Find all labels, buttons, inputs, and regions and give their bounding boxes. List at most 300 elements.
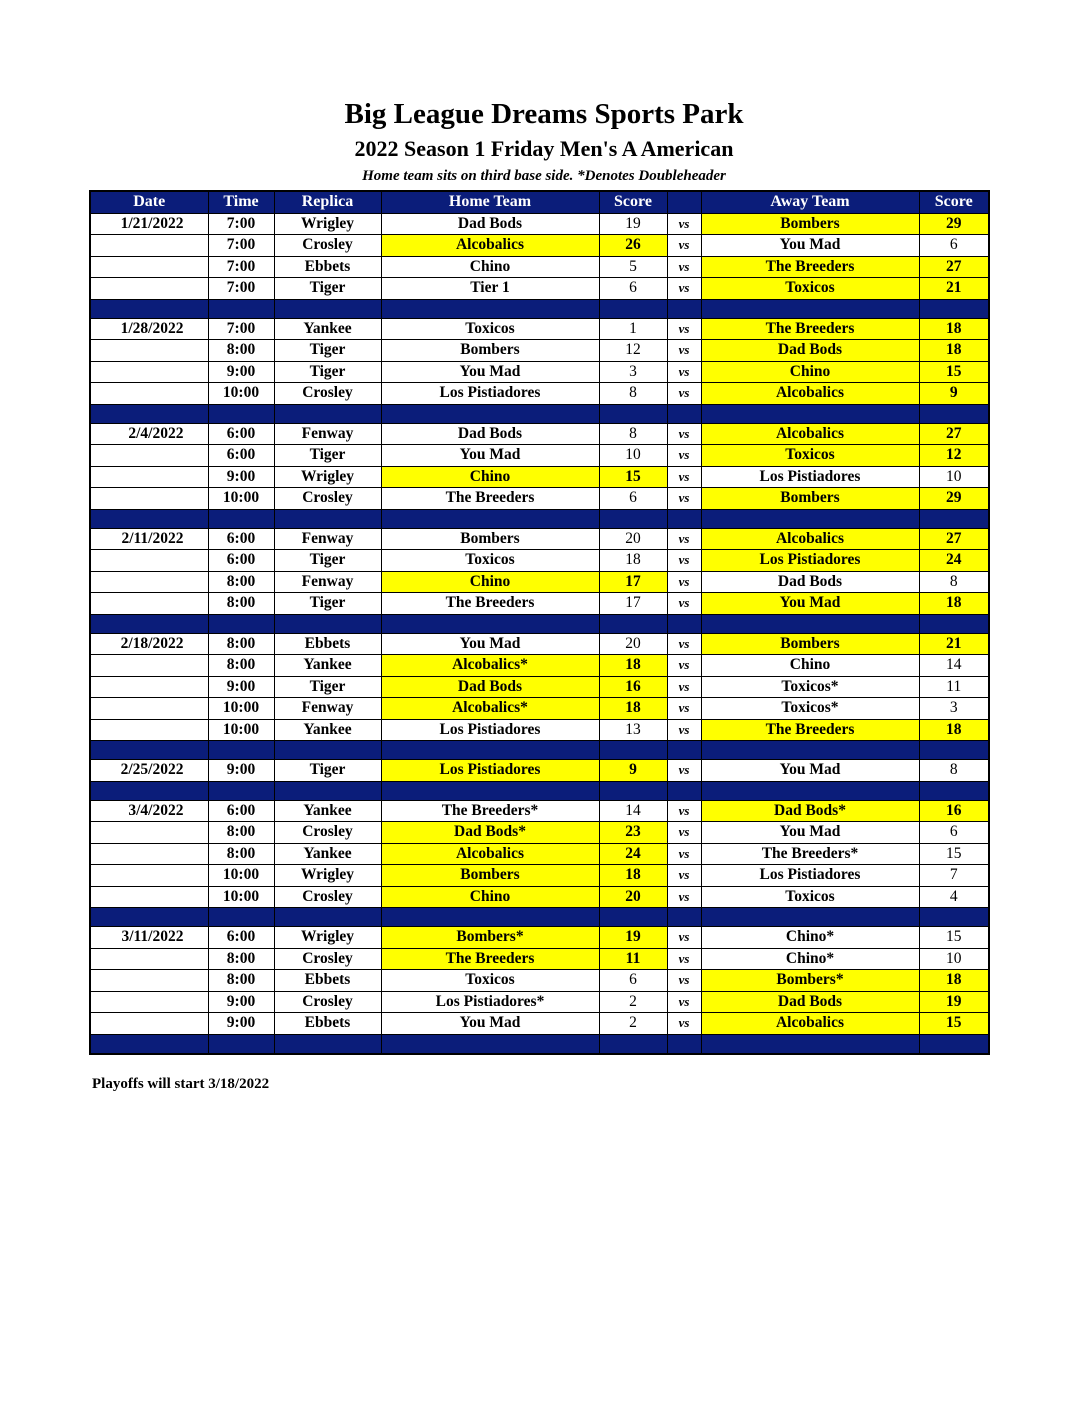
away-score: 27: [919, 528, 989, 550]
separator-cell: [274, 404, 381, 423]
away-team: Dad Bods: [701, 340, 919, 362]
separator-cell: [919, 614, 989, 633]
home-team: You Mad: [381, 445, 599, 467]
separator-cell: [208, 1034, 274, 1054]
game-date: 2/18/2022: [90, 633, 208, 655]
home-score: 3: [599, 361, 667, 383]
home-team: Bombers*: [381, 927, 599, 949]
home-score: 13: [599, 719, 667, 741]
vs-label: vs: [667, 235, 701, 257]
game-time: 8:00: [208, 822, 274, 844]
separator-cell: [667, 404, 701, 423]
game-row: [90, 865, 989, 887]
away-score: 29: [919, 488, 989, 510]
away-score: 6: [919, 235, 989, 257]
game-time: 7:00: [208, 278, 274, 300]
separator-cell: [274, 1034, 381, 1054]
separator-cell: [599, 908, 667, 927]
home-score: 12: [599, 340, 667, 362]
separator-cell: [701, 908, 919, 927]
game-row: [90, 278, 989, 300]
vs-label: vs: [667, 488, 701, 510]
away-team: Los Pistiadores: [701, 550, 919, 572]
home-score: 16: [599, 676, 667, 698]
col-time: Time: [208, 191, 274, 213]
vs-label: vs: [667, 593, 701, 615]
away-team: You Mad: [701, 822, 919, 844]
game-row: [90, 655, 989, 677]
game-date: [90, 655, 208, 677]
away-score: 10: [919, 948, 989, 970]
home-team: Dad Bods: [381, 213, 599, 235]
col-home-team: Home Team: [381, 191, 599, 213]
home-score: 6: [599, 488, 667, 510]
game-date: [90, 1013, 208, 1035]
vs-label: vs: [667, 676, 701, 698]
home-team: Chino: [381, 571, 599, 593]
vs-label: vs: [667, 719, 701, 741]
away-score: 6: [919, 822, 989, 844]
game-field: Ebbets: [274, 970, 381, 992]
home-score: 9: [599, 760, 667, 782]
vs-label: vs: [667, 318, 701, 340]
vs-label: vs: [667, 528, 701, 550]
game-time: 9:00: [208, 991, 274, 1013]
game-row: [90, 213, 989, 235]
game-field: Tiger: [274, 593, 381, 615]
separator-cell: [381, 614, 599, 633]
home-score: 20: [599, 886, 667, 908]
separator-cell: [208, 509, 274, 528]
home-score: 20: [599, 633, 667, 655]
game-time: 7:00: [208, 235, 274, 257]
home-score: 2: [599, 991, 667, 1013]
game-field: Yankee: [274, 800, 381, 822]
away-team: Toxicos*: [701, 676, 919, 698]
game-field: Fenway: [274, 528, 381, 550]
separator-cell: [381, 509, 599, 528]
away-score: 3: [919, 698, 989, 720]
home-team: Chino: [381, 886, 599, 908]
separator-cell: [208, 614, 274, 633]
away-team: The Breeders: [701, 256, 919, 278]
separator-row: [90, 741, 989, 760]
home-team: Bombers: [381, 340, 599, 362]
separator-row: [90, 1034, 989, 1054]
separator-cell: [599, 741, 667, 760]
away-score: 15: [919, 1013, 989, 1035]
away-score: 7: [919, 865, 989, 887]
separator-cell: [599, 614, 667, 633]
game-time: 10:00: [208, 488, 274, 510]
away-score: 29: [919, 213, 989, 235]
game-time: 8:00: [208, 655, 274, 677]
game-time: 9:00: [208, 466, 274, 488]
away-team: Toxicos*: [701, 698, 919, 720]
game-time: 8:00: [208, 340, 274, 362]
game-date: [90, 948, 208, 970]
game-date: [90, 445, 208, 467]
vs-label: vs: [667, 843, 701, 865]
separator-cell: [701, 509, 919, 528]
away-score: 8: [919, 760, 989, 782]
game-date: [90, 698, 208, 720]
home-score: 17: [599, 593, 667, 615]
game-row: [90, 822, 989, 844]
separator-cell: [701, 1034, 919, 1054]
vs-label: vs: [667, 423, 701, 445]
vs-label: vs: [667, 760, 701, 782]
home-team: The Breeders: [381, 488, 599, 510]
game-field: Fenway: [274, 423, 381, 445]
separator-row: [90, 404, 989, 423]
page-title: Big League Dreams Sports Park: [344, 98, 744, 130]
header-row: [90, 191, 989, 213]
home-team: Dad Bods*: [381, 822, 599, 844]
game-row: [90, 800, 989, 822]
home-team: You Mad: [381, 361, 599, 383]
away-team: Bombers: [701, 213, 919, 235]
game-time: 7:00: [208, 213, 274, 235]
game-time: 6:00: [208, 423, 274, 445]
game-time: 8:00: [208, 970, 274, 992]
separator-cell: [599, 509, 667, 528]
away-team: Toxicos: [701, 445, 919, 467]
game-row: [90, 886, 989, 908]
home-team: Toxicos: [381, 318, 599, 340]
away-score: 18: [919, 719, 989, 741]
separator-cell: [90, 741, 208, 760]
game-field: Yankee: [274, 655, 381, 677]
vs-label: vs: [667, 865, 701, 887]
away-team: Dad Bods*: [701, 800, 919, 822]
away-score: 27: [919, 423, 989, 445]
home-team: Chino: [381, 256, 599, 278]
separator-cell: [919, 781, 989, 800]
schedule-body: [90, 213, 989, 1054]
vs-label: vs: [667, 991, 701, 1013]
game-row: [90, 970, 989, 992]
separator-cell: [274, 908, 381, 927]
game-date: [90, 256, 208, 278]
page-note: Home team sits on third base side. *Denotes Doubleheader: [362, 168, 726, 184]
footer-note: Playoffs will start 3/18/2022: [92, 1076, 270, 1092]
away-team: Los Pistiadores: [701, 865, 919, 887]
away-score: 15: [919, 361, 989, 383]
game-time: 6:00: [208, 550, 274, 572]
away-team: The Breeders: [701, 318, 919, 340]
home-score: 19: [599, 927, 667, 949]
game-date: [90, 991, 208, 1013]
separator-cell: [667, 614, 701, 633]
col-away-score: Score: [919, 191, 989, 213]
separator-cell: [599, 404, 667, 423]
away-score: 14: [919, 655, 989, 677]
separator-cell: [90, 509, 208, 528]
game-row: [90, 843, 989, 865]
vs-label: vs: [667, 633, 701, 655]
home-team: Los Pistiadores: [381, 760, 599, 782]
home-team: The Breeders*: [381, 800, 599, 822]
home-team: Los Pistiadores*: [381, 991, 599, 1013]
vs-label: vs: [667, 445, 701, 467]
game-field: Crosley: [274, 235, 381, 257]
separator-cell: [919, 299, 989, 318]
away-score: 8: [919, 571, 989, 593]
separator-cell: [208, 404, 274, 423]
vs-label: vs: [667, 383, 701, 405]
home-score: 2: [599, 1013, 667, 1035]
home-team: Tier 1: [381, 278, 599, 300]
col-away-team: Away Team: [701, 191, 919, 213]
game-time: 9:00: [208, 361, 274, 383]
home-team: Alcobalics: [381, 843, 599, 865]
separator-cell: [208, 741, 274, 760]
game-date: [90, 340, 208, 362]
home-team: Bombers: [381, 528, 599, 550]
away-team: You Mad: [701, 235, 919, 257]
vs-label: vs: [667, 698, 701, 720]
game-field: Wrigley: [274, 865, 381, 887]
away-team: Alcobalics: [701, 383, 919, 405]
col-vs: [667, 191, 701, 213]
vs-label: vs: [667, 571, 701, 593]
separator-cell: [90, 404, 208, 423]
vs-label: vs: [667, 927, 701, 949]
away-score: 27: [919, 256, 989, 278]
separator-cell: [599, 1034, 667, 1054]
game-date: 2/4/2022: [90, 423, 208, 445]
game-field: Ebbets: [274, 256, 381, 278]
game-row: [90, 235, 989, 257]
game-time: 10:00: [208, 865, 274, 887]
game-field: Yankee: [274, 843, 381, 865]
separator-cell: [919, 404, 989, 423]
vs-label: vs: [667, 948, 701, 970]
away-team: Alcobalics: [701, 528, 919, 550]
home-score: 24: [599, 843, 667, 865]
game-row: [90, 550, 989, 572]
home-score: 10: [599, 445, 667, 467]
game-time: 6:00: [208, 528, 274, 550]
home-team: Los Pistiadores: [381, 719, 599, 741]
separator-cell: [667, 1034, 701, 1054]
game-date: [90, 970, 208, 992]
home-team: The Breeders: [381, 593, 599, 615]
game-time: 6:00: [208, 800, 274, 822]
col-home-score: Score: [599, 191, 667, 213]
game-row: [90, 256, 989, 278]
game-date: 1/28/2022: [90, 318, 208, 340]
col-date: Date: [90, 191, 208, 213]
separator-cell: [90, 908, 208, 927]
game-time: 8:00: [208, 843, 274, 865]
game-row: [90, 948, 989, 970]
home-team: Toxicos: [381, 970, 599, 992]
game-row: [90, 423, 989, 445]
home-score: 18: [599, 865, 667, 887]
game-field: Yankee: [274, 719, 381, 741]
game-date: [90, 488, 208, 510]
separator-cell: [381, 299, 599, 318]
vs-label: vs: [667, 256, 701, 278]
away-score: 21: [919, 633, 989, 655]
separator-cell: [701, 404, 919, 423]
separator-cell: [381, 908, 599, 927]
game-row: [90, 528, 989, 550]
home-score: 14: [599, 800, 667, 822]
home-team: Los Pistiadores: [381, 383, 599, 405]
away-team: Dad Bods: [701, 571, 919, 593]
away-score: 18: [919, 318, 989, 340]
vs-label: vs: [667, 361, 701, 383]
separator-cell: [90, 614, 208, 633]
separator-cell: [274, 781, 381, 800]
game-row: [90, 340, 989, 362]
home-score: 6: [599, 278, 667, 300]
vs-label: vs: [667, 213, 701, 235]
separator-cell: [599, 781, 667, 800]
away-team: Dad Bods: [701, 991, 919, 1013]
home-score: 23: [599, 822, 667, 844]
game-row: [90, 488, 989, 510]
separator-cell: [701, 781, 919, 800]
home-team: You Mad: [381, 633, 599, 655]
away-score: 9: [919, 383, 989, 405]
away-team: Alcobalics: [701, 1013, 919, 1035]
vs-label: vs: [667, 970, 701, 992]
game-field: Fenway: [274, 571, 381, 593]
game-row: [90, 760, 989, 782]
separator-cell: [274, 741, 381, 760]
game-date: [90, 719, 208, 741]
game-time: 8:00: [208, 571, 274, 593]
game-row: [90, 383, 989, 405]
game-time: 10:00: [208, 719, 274, 741]
away-team: Bombers: [701, 633, 919, 655]
separator-cell: [381, 781, 599, 800]
separator-cell: [919, 908, 989, 927]
game-field: Wrigley: [274, 213, 381, 235]
game-row: [90, 466, 989, 488]
home-score: 18: [599, 550, 667, 572]
game-date: [90, 278, 208, 300]
away-score: 16: [919, 800, 989, 822]
game-date: [90, 843, 208, 865]
separator-cell: [208, 299, 274, 318]
game-date: [90, 676, 208, 698]
game-field: Crosley: [274, 488, 381, 510]
vs-label: vs: [667, 800, 701, 822]
separator-cell: [919, 1034, 989, 1054]
separator-row: [90, 781, 989, 800]
game-field: Wrigley: [274, 466, 381, 488]
game-date: [90, 361, 208, 383]
home-score: 26: [599, 235, 667, 257]
game-date: 3/11/2022: [90, 927, 208, 949]
home-score: 20: [599, 528, 667, 550]
game-field: Tiger: [274, 760, 381, 782]
vs-label: vs: [667, 340, 701, 362]
game-time: 9:00: [208, 1013, 274, 1035]
game-row: [90, 361, 989, 383]
separator-row: [90, 908, 989, 927]
home-team: Chino: [381, 466, 599, 488]
game-time: 7:00: [208, 256, 274, 278]
game-row: [90, 1013, 989, 1035]
separator-cell: [274, 299, 381, 318]
separator-cell: [208, 781, 274, 800]
game-field: Tiger: [274, 361, 381, 383]
separator-cell: [381, 1034, 599, 1054]
separator-cell: [90, 1034, 208, 1054]
vs-label: vs: [667, 655, 701, 677]
away-score: 18: [919, 970, 989, 992]
vs-label: vs: [667, 886, 701, 908]
away-score: 18: [919, 593, 989, 615]
game-field: Fenway: [274, 698, 381, 720]
home-score: 18: [599, 698, 667, 720]
game-field: Crosley: [274, 991, 381, 1013]
game-row: [90, 676, 989, 698]
home-score: 18: [599, 655, 667, 677]
game-row: [90, 593, 989, 615]
game-time: 7:00: [208, 318, 274, 340]
game-date: [90, 865, 208, 887]
game-date: 2/11/2022: [90, 528, 208, 550]
game-row: [90, 719, 989, 741]
game-time: 9:00: [208, 676, 274, 698]
away-score: 24: [919, 550, 989, 572]
away-team: Bombers: [701, 488, 919, 510]
game-date: 1/21/2022: [90, 213, 208, 235]
home-team: Alcobalics: [381, 235, 599, 257]
separator-row: [90, 299, 989, 318]
game-row: [90, 571, 989, 593]
home-team: The Breeders: [381, 948, 599, 970]
away-score: 12: [919, 445, 989, 467]
away-team: Chino*: [701, 948, 919, 970]
vs-label: vs: [667, 550, 701, 572]
separator-cell: [667, 299, 701, 318]
separator-cell: [274, 614, 381, 633]
separator-cell: [701, 614, 919, 633]
away-team: Toxicos: [701, 278, 919, 300]
separator-cell: [701, 741, 919, 760]
game-field: Crosley: [274, 948, 381, 970]
away-team: Chino: [701, 655, 919, 677]
game-time: 6:00: [208, 445, 274, 467]
game-field: Wrigley: [274, 927, 381, 949]
game-row: [90, 698, 989, 720]
separator-cell: [667, 741, 701, 760]
game-field: Crosley: [274, 822, 381, 844]
game-time: 8:00: [208, 633, 274, 655]
separator-row: [90, 509, 989, 528]
game-date: [90, 235, 208, 257]
separator-cell: [274, 509, 381, 528]
separator-cell: [208, 908, 274, 927]
game-field: Ebbets: [274, 1013, 381, 1035]
separator-cell: [919, 509, 989, 528]
game-date: [90, 886, 208, 908]
vs-label: vs: [667, 822, 701, 844]
home-score: 15: [599, 466, 667, 488]
separator-cell: [90, 781, 208, 800]
away-team: Toxicos: [701, 886, 919, 908]
game-date: [90, 550, 208, 572]
home-team: Toxicos: [381, 550, 599, 572]
